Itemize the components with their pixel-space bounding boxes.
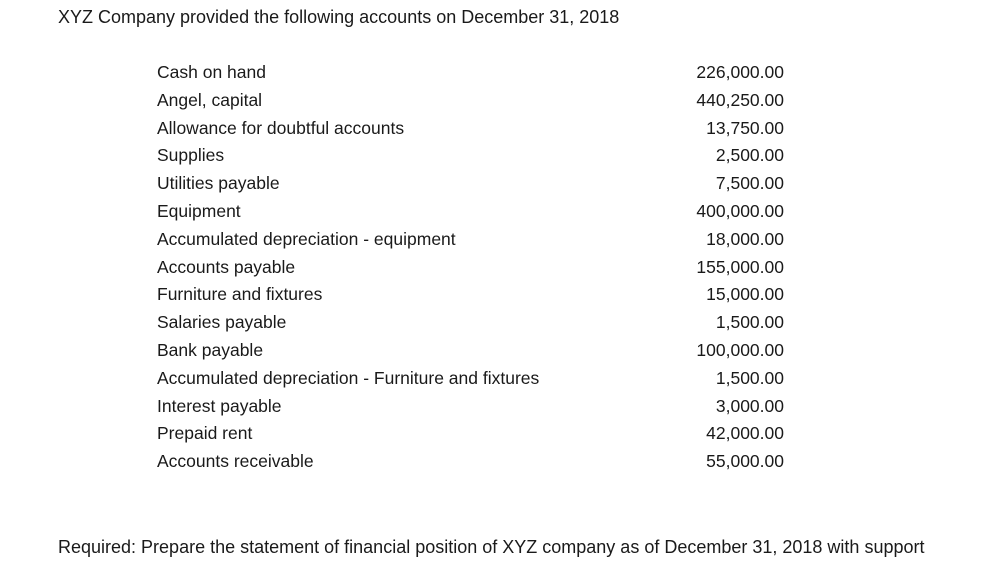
- account-row: [157, 337, 784, 365]
- account-name: Accumulated depreciation - Furniture and fixtures: [157, 367, 540, 388]
- account-name: Allowance for doubtful accounts: [157, 117, 405, 138]
- account-amount: 155,000.00: [696, 256, 784, 277]
- account-row: [157, 226, 784, 254]
- account-amount: 3,000.00: [715, 395, 784, 416]
- account-row: [157, 448, 784, 476]
- account-name: Accumulated depreciation - equipment: [157, 228, 456, 249]
- account-amount: 400,000.00: [696, 200, 784, 221]
- account-row: [157, 365, 784, 393]
- account-name: Salaries payable: [157, 312, 287, 333]
- account-amount: 1,500.00: [715, 312, 784, 333]
- account-name: Furniture and fixtures: [157, 284, 323, 305]
- account-amount: 1,500.00: [715, 367, 784, 388]
- accounts-list: [157, 59, 784, 476]
- account-row: [157, 254, 784, 282]
- account-name: Bank payable: [157, 339, 264, 360]
- account-name: Accounts receivable: [157, 451, 314, 472]
- account-name: Prepaid rent: [157, 423, 253, 444]
- account-amount: 15,000.00: [706, 284, 784, 305]
- account-row: [157, 142, 784, 170]
- account-name: Interest payable: [157, 395, 282, 416]
- account-amount: 226,000.00: [696, 62, 784, 82]
- account-name: Accounts payable: [157, 256, 296, 277]
- account-row: [157, 87, 784, 115]
- account-amount: 13,750.00: [706, 117, 784, 138]
- account-amount: 42,000.00: [706, 423, 784, 444]
- page-heading: XYZ Company provided the following accounts on December 31, 2018: [58, 7, 620, 27]
- account-row: [157, 198, 784, 226]
- account-name: Cash on hand: [157, 62, 266, 82]
- account-row: [157, 59, 784, 87]
- account-row: [157, 281, 784, 309]
- account-name: Equipment: [157, 200, 241, 221]
- required-instruction: Required: Prepare the statement of financial position of XYZ company as of December 31, 2018 with support: [58, 537, 925, 557]
- account-amount: 18,000.00: [706, 228, 784, 249]
- account-name: Supplies: [157, 145, 225, 166]
- account-row: [157, 393, 784, 421]
- account-amount: 2,500.00: [715, 145, 784, 166]
- account-amount: 7,500.00: [715, 173, 784, 194]
- account-row: [157, 170, 784, 198]
- account-amount: 55,000.00: [706, 451, 784, 472]
- account-row: [157, 420, 784, 448]
- account-amount: 100,000.00: [696, 339, 784, 360]
- account-row: [157, 309, 784, 337]
- account-row: [157, 115, 784, 143]
- account-name: Utilities payable: [157, 173, 280, 194]
- account-amount: 440,250.00: [696, 89, 784, 110]
- account-name: Angel, capital: [157, 89, 263, 110]
